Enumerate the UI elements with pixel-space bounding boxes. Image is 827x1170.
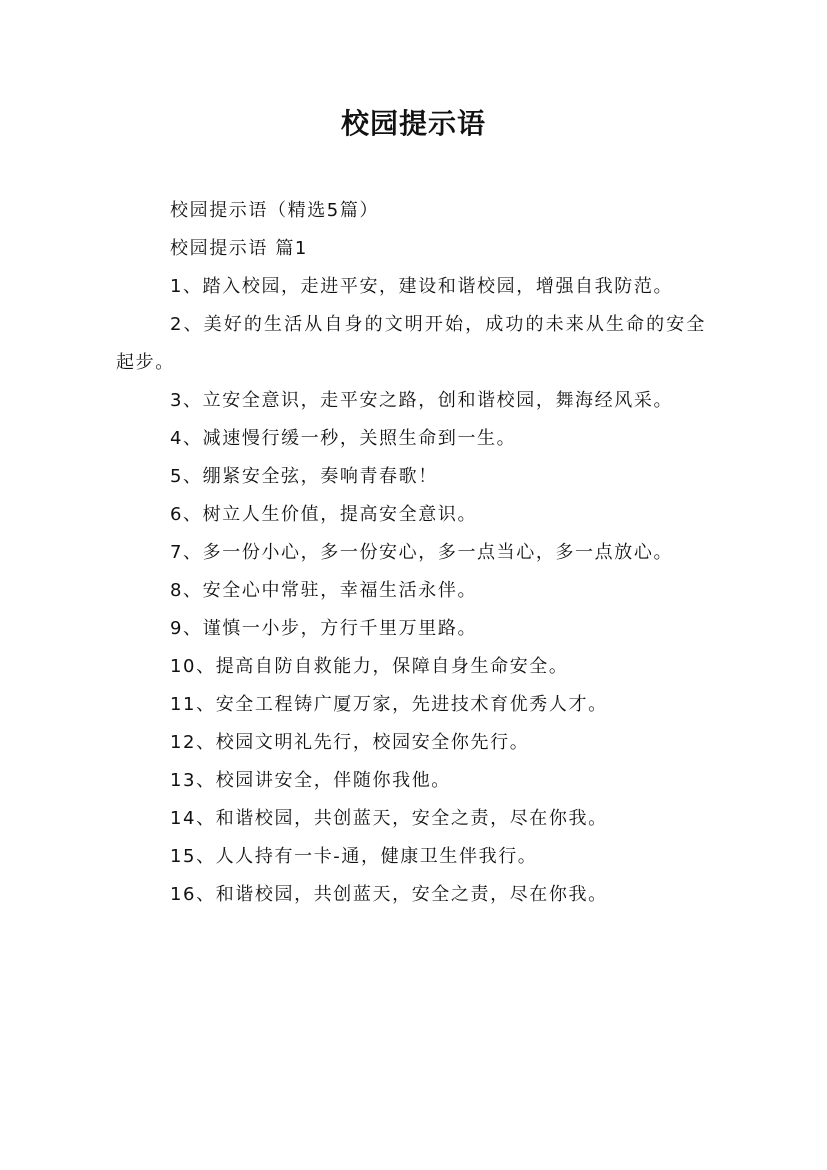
list-item: 12、校园文明礼先行，校园安全你先行。 — [170, 732, 530, 753]
list-item: 10、提高自防自救能力，保障自身生命安全。 — [170, 656, 569, 677]
list-item: 13、校园讲安全，伴随你我他。 — [170, 770, 451, 791]
list-item: 4、减速慢行缓一秒，关照生命到一生。 — [170, 428, 517, 449]
list-item: 1、踏入校园，走进平安，建设和谐校园，增强自我防范。 — [170, 276, 674, 297]
list-item: 15、人人持有一卡-通，健康卫生伴我行。 — [170, 846, 538, 867]
list-item: 11、安全工程铸广厦万家，先进技术育优秀人才。 — [170, 694, 608, 715]
list-item: 3、立安全意识，走平安之路，创和谐校园，舞海经风采。 — [170, 390, 674, 411]
list-item: 7、多一份小心，多一份安心，多一点当心，多一点放心。 — [170, 542, 674, 563]
list-item: 5、绷紧安全弦，奏响青春歌！ — [170, 466, 438, 487]
document-title: 校园提示语 — [340, 107, 486, 140]
list-item: 8、安全心中常驻，幸福生活永伴。 — [170, 580, 478, 601]
list-item: 6、树立人生价值，提高安全意识。 — [170, 504, 478, 525]
list-item: 16、和谐校园，共创蓝天，安全之责，尽在你我。 — [170, 884, 608, 905]
document-body — [116, 192, 706, 914]
section-heading: 校园提示语 篇1 — [170, 238, 308, 259]
document-subtitle: 校园提示语（精选5篇） — [170, 200, 380, 221]
list-item: 9、谨慎一小步，方行千里万里路。 — [170, 618, 478, 639]
list-item: 14、和谐校园，共创蓝天，安全之责，尽在你我。 — [170, 808, 608, 829]
list-item: 2、美好的生活从自身的文明开始，成功的未来从生命的安全起步。 — [116, 314, 706, 373]
